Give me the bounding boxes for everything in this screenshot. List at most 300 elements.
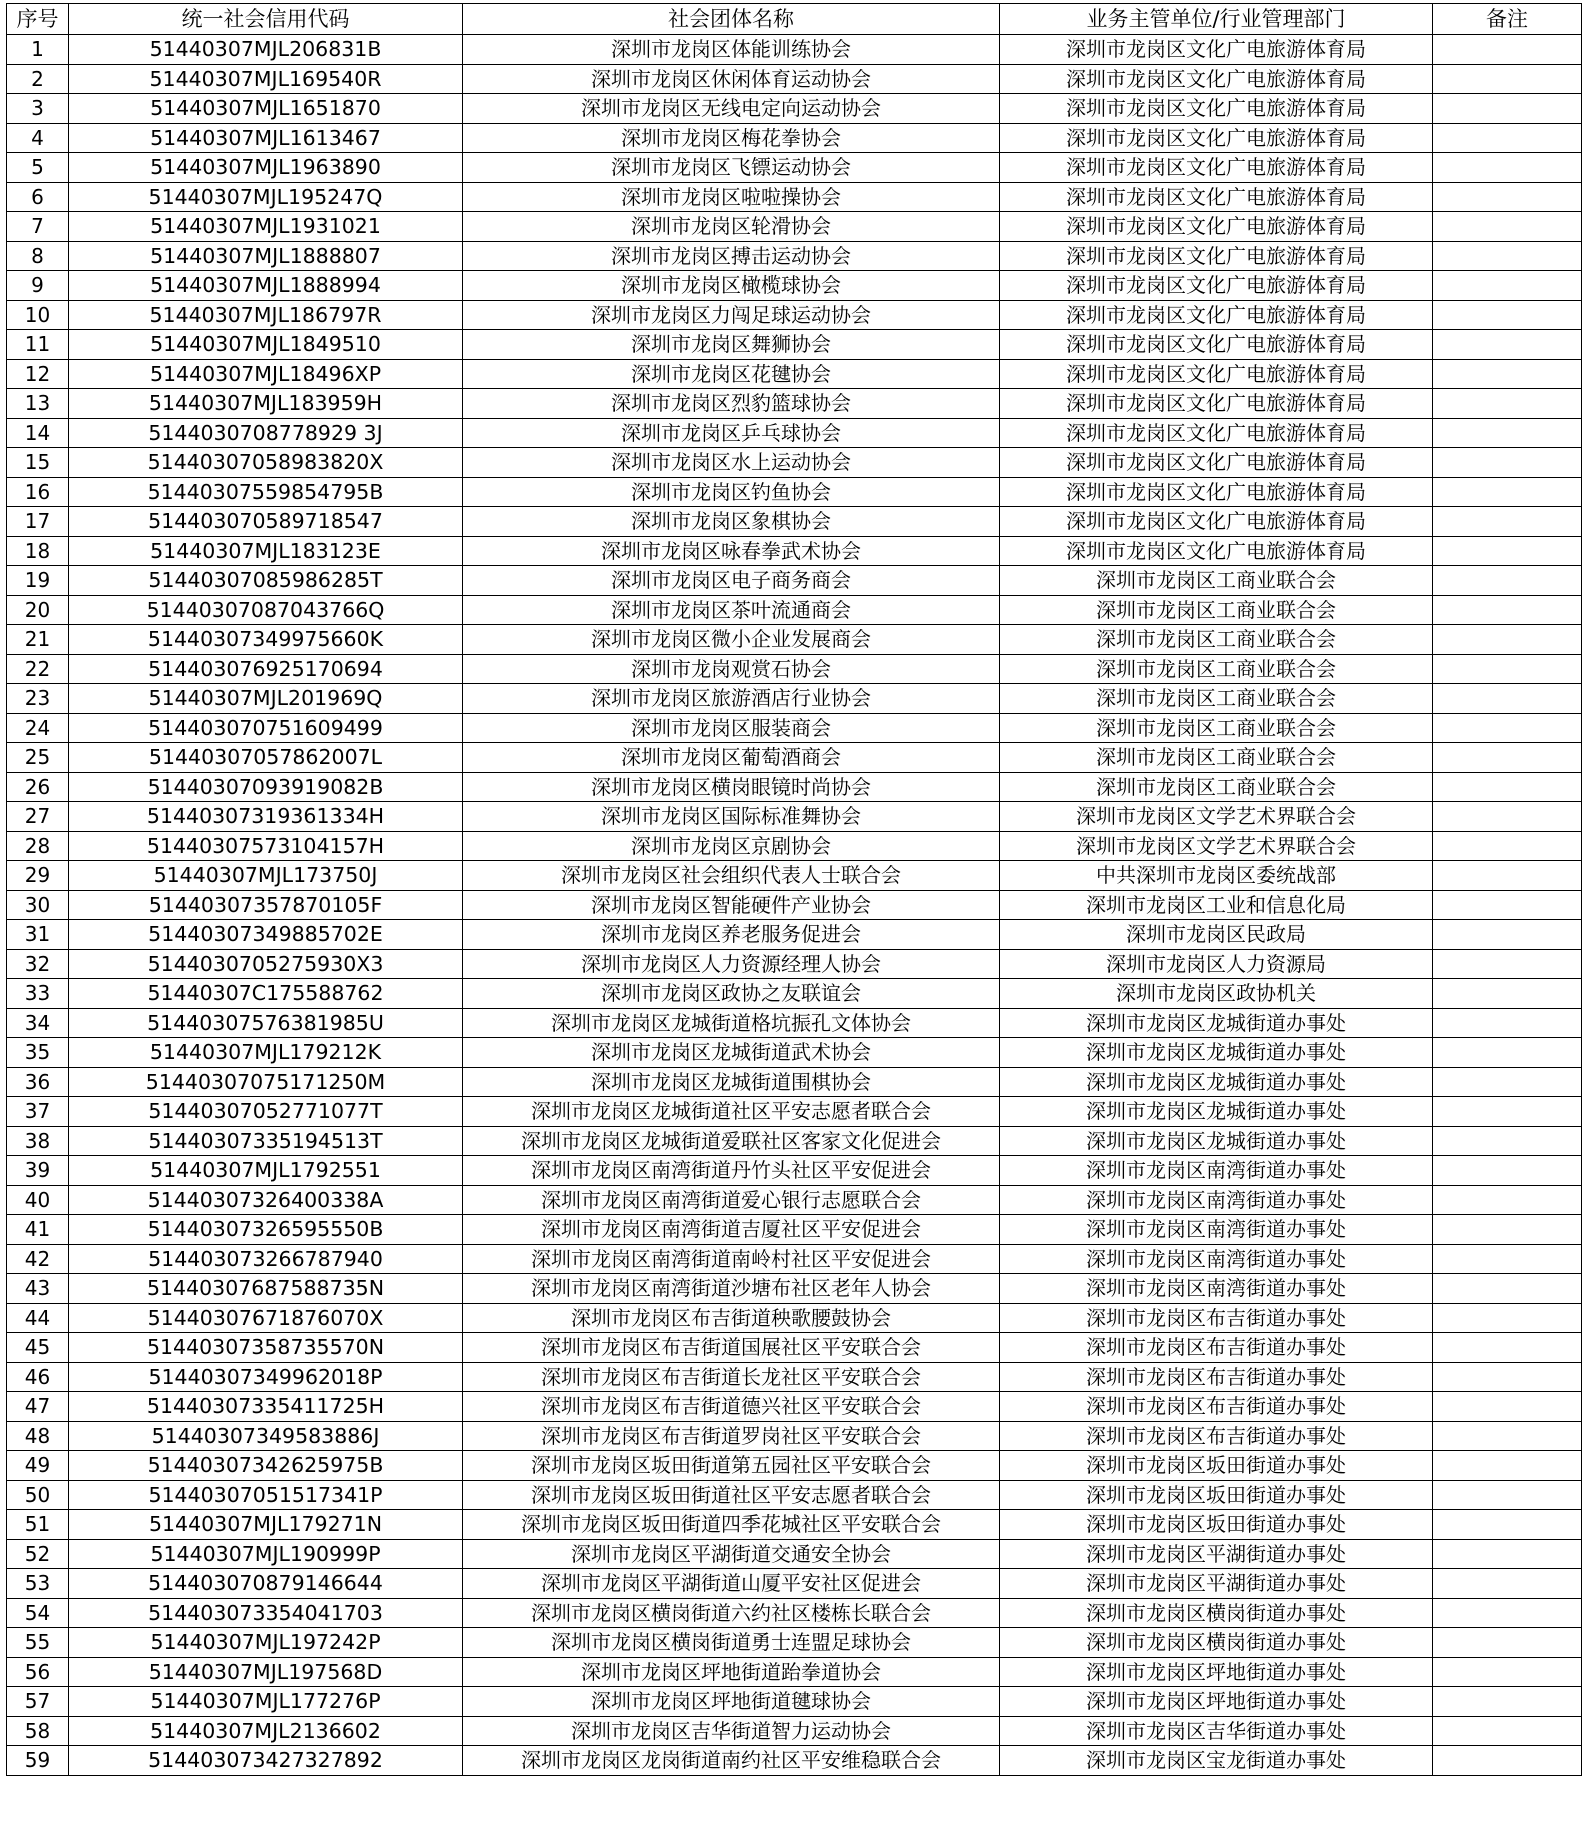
cell-remarks [1433, 713, 1582, 743]
cell-organization-name: 深圳市龙岗区葡萄酒商会 [463, 743, 1000, 773]
cell-organization-name: 深圳市龙岗区休闲体育运动协会 [463, 64, 1000, 94]
cell-supervising-department: 深圳市龙岗区文化广电旅游体育局 [1000, 418, 1433, 448]
cell-serial-number: 38 [7, 1126, 69, 1156]
cell-remarks [1433, 1362, 1582, 1392]
cell-credit-code: 51440307MJL177276P [69, 1687, 463, 1717]
cell-credit-code: 51440307MJL18496XP [69, 359, 463, 389]
table-row [7, 1539, 1582, 1569]
table-row [7, 1716, 1582, 1746]
table-row [7, 684, 1582, 714]
table-header [7, 4, 1582, 35]
cell-credit-code: 51440307052771077T [69, 1097, 463, 1127]
cell-supervising-department: 深圳市龙岗区布吉街道办事处 [1000, 1303, 1433, 1333]
cell-remarks [1433, 389, 1582, 419]
cell-remarks [1433, 595, 1582, 625]
cell-remarks [1433, 271, 1582, 301]
table-row [7, 890, 1582, 920]
cell-supervising-department: 深圳市龙岗区工商业联合会 [1000, 625, 1433, 655]
cell-remarks [1433, 1244, 1582, 1274]
table-row [7, 1746, 1582, 1776]
cell-supervising-department: 深圳市龙岗区坂田街道办事处 [1000, 1510, 1433, 1540]
cell-organization-name: 深圳市龙岗区龙城街道社区平安志愿者联合会 [463, 1097, 1000, 1127]
cell-organization-name: 深圳市龙岗区服装商会 [463, 713, 1000, 743]
cell-organization-name: 深圳市龙岗区坪地街道跆拳道协会 [463, 1657, 1000, 1687]
cell-supervising-department: 深圳市龙岗区文化广电旅游体育局 [1000, 123, 1433, 153]
cell-organization-name: 深圳市龙岗区人力资源经理人协会 [463, 949, 1000, 979]
cell-organization-name: 深圳市龙岗区乒乓球协会 [463, 418, 1000, 448]
cell-organization-name: 深圳市龙岗区龙城街道围棋协会 [463, 1067, 1000, 1097]
cell-serial-number: 6 [7, 182, 69, 212]
cell-organization-name: 深圳市龙岗区轮滑协会 [463, 212, 1000, 242]
cell-remarks [1433, 123, 1582, 153]
cell-supervising-department: 深圳市龙岗区政协机关 [1000, 979, 1433, 1009]
cell-organization-name: 深圳市龙岗区南湾街道南岭村社区平安促进会 [463, 1244, 1000, 1274]
table-row [7, 1510, 1582, 1540]
cell-supervising-department: 深圳市龙岗区文化广电旅游体育局 [1000, 389, 1433, 419]
cell-organization-name: 深圳市龙岗区梅花拳协会 [463, 123, 1000, 153]
cell-credit-code: 51440307349583886J [69, 1421, 463, 1451]
cell-organization-name: 深圳市龙岗区龙城街道武术协会 [463, 1038, 1000, 1068]
cell-supervising-department: 深圳市龙岗区南湾街道办事处 [1000, 1185, 1433, 1215]
table-row [7, 1038, 1582, 1068]
cell-supervising-department: 深圳市龙岗区布吉街道办事处 [1000, 1362, 1433, 1392]
cell-credit-code: 51440307687588735N [69, 1274, 463, 1304]
cell-serial-number: 50 [7, 1480, 69, 1510]
cell-supervising-department: 深圳市龙岗区工商业联合会 [1000, 684, 1433, 714]
cell-organization-name: 深圳市龙岗区花毽协会 [463, 359, 1000, 389]
cell-serial-number: 1 [7, 35, 69, 65]
cell-remarks [1433, 1392, 1582, 1422]
cell-supervising-department: 深圳市龙岗区南湾街道办事处 [1000, 1215, 1433, 1245]
table-row [7, 1303, 1582, 1333]
cell-serial-number: 12 [7, 359, 69, 389]
cell-serial-number: 40 [7, 1185, 69, 1215]
table-row [7, 536, 1582, 566]
cell-credit-code: 51440307MJL179212K [69, 1038, 463, 1068]
cell-supervising-department: 深圳市龙岗区文化广电旅游体育局 [1000, 153, 1433, 183]
cell-supervising-department: 深圳市龙岗区工商业联合会 [1000, 566, 1433, 596]
table-row [7, 713, 1582, 743]
cell-organization-name: 深圳市龙岗区体能训练协会 [463, 35, 1000, 65]
cell-supervising-department: 深圳市龙岗区文化广电旅游体育局 [1000, 477, 1433, 507]
cell-credit-code: 51440307MJL1888994 [69, 271, 463, 301]
cell-organization-name: 深圳市龙岗区橄榄球协会 [463, 271, 1000, 301]
cell-supervising-department: 深圳市龙岗区吉华街道办事处 [1000, 1716, 1433, 1746]
cell-serial-number: 41 [7, 1215, 69, 1245]
cell-organization-name: 深圳市龙岗区横岗街道六约社区楼栋长联合会 [463, 1598, 1000, 1628]
cell-credit-code: 514403070589718547 [69, 507, 463, 537]
cell-serial-number: 14 [7, 418, 69, 448]
cell-serial-number: 10 [7, 300, 69, 330]
table-row [7, 1569, 1582, 1599]
cell-serial-number: 2 [7, 64, 69, 94]
cell-remarks [1433, 1126, 1582, 1156]
cell-supervising-department: 深圳市龙岗区文化广电旅游体育局 [1000, 241, 1433, 271]
cell-organization-name: 深圳市龙岗区龙城街道爱联社区客家文化促进会 [463, 1126, 1000, 1156]
cell-serial-number: 42 [7, 1244, 69, 1274]
table-row [7, 566, 1582, 596]
cell-serial-number: 56 [7, 1657, 69, 1687]
cell-organization-name: 深圳市龙岗区龙城街道格坑振孔文体协会 [463, 1008, 1000, 1038]
cell-organization-name: 深圳市龙岗区吉华街道智力运动协会 [463, 1716, 1000, 1746]
table-row [7, 330, 1582, 360]
cell-serial-number: 47 [7, 1392, 69, 1422]
cell-supervising-department: 深圳市龙岗区龙城街道办事处 [1000, 1097, 1433, 1127]
cell-serial-number: 55 [7, 1628, 69, 1658]
cell-credit-code: 514403070879146644 [69, 1569, 463, 1599]
cell-supervising-department: 深圳市龙岗区布吉街道办事处 [1000, 1421, 1433, 1451]
cell-remarks [1433, 1716, 1582, 1746]
cell-supervising-department: 深圳市龙岗区布吉街道办事处 [1000, 1333, 1433, 1363]
table-row [7, 507, 1582, 537]
cell-supervising-department: 深圳市龙岗区文化广电旅游体育局 [1000, 271, 1433, 301]
cell-remarks [1433, 182, 1582, 212]
cell-supervising-department: 深圳市龙岗区工商业联合会 [1000, 743, 1433, 773]
table-row [7, 625, 1582, 655]
cell-organization-name: 深圳市龙岗区电子商务商会 [463, 566, 1000, 596]
cell-serial-number: 3 [7, 94, 69, 124]
cell-credit-code: 51440307MJL190999P [69, 1539, 463, 1569]
cell-organization-name: 深圳市龙岗区茶叶流通商会 [463, 595, 1000, 625]
cell-organization-name: 深圳市龙岗区京剧协会 [463, 831, 1000, 861]
cell-remarks [1433, 920, 1582, 950]
cell-organization-name: 深圳市龙岗区坪地街道毽球协会 [463, 1687, 1000, 1717]
cell-organization-name: 深圳市龙岗区旅游酒店行业协会 [463, 684, 1000, 714]
cell-serial-number: 29 [7, 861, 69, 891]
cell-organization-name: 深圳市龙岗区南湾街道爱心银行志愿联合会 [463, 1185, 1000, 1215]
cell-credit-code: 51440307MJL1963890 [69, 153, 463, 183]
cell-serial-number: 32 [7, 949, 69, 979]
cell-supervising-department: 深圳市龙岗区平湖街道办事处 [1000, 1539, 1433, 1569]
table-row [7, 595, 1582, 625]
cell-organization-name: 深圳市龙岗区社会组织代表人士联合会 [463, 861, 1000, 891]
cell-serial-number: 31 [7, 920, 69, 950]
header-credit-code: 统一社会信用代码 [69, 4, 463, 35]
cell-credit-code: 51440307MJL1792551 [69, 1156, 463, 1186]
cell-credit-code: 51440307MJL1613467 [69, 123, 463, 153]
cell-serial-number: 17 [7, 507, 69, 537]
table-row [7, 920, 1582, 950]
cell-remarks [1433, 1569, 1582, 1599]
cell-supervising-department: 深圳市龙岗区人力资源局 [1000, 949, 1433, 979]
cell-remarks [1433, 1008, 1582, 1038]
cell-supervising-department: 深圳市龙岗区布吉街道办事处 [1000, 1392, 1433, 1422]
cell-supervising-department: 深圳市龙岗区横岗街道办事处 [1000, 1628, 1433, 1658]
cell-serial-number: 46 [7, 1362, 69, 1392]
cell-organization-name: 深圳市龙岗区国际标准舞协会 [463, 802, 1000, 832]
cell-supervising-department: 深圳市龙岗区南湾街道办事处 [1000, 1274, 1433, 1304]
cell-remarks [1433, 802, 1582, 832]
cell-remarks [1433, 153, 1582, 183]
cell-supervising-department: 深圳市龙岗区文化广电旅游体育局 [1000, 212, 1433, 242]
cell-organization-name: 深圳市龙岗区养老服务促进会 [463, 920, 1000, 950]
cell-remarks [1433, 359, 1582, 389]
cell-organization-name: 深圳市龙岗观赏石协会 [463, 654, 1000, 684]
cell-serial-number: 43 [7, 1274, 69, 1304]
table-row [7, 94, 1582, 124]
cell-serial-number: 26 [7, 772, 69, 802]
cell-serial-number: 22 [7, 654, 69, 684]
cell-supervising-department: 深圳市龙岗区文化广电旅游体育局 [1000, 35, 1433, 65]
table-row [7, 949, 1582, 979]
cell-remarks [1433, 1185, 1582, 1215]
cell-credit-code: 51440307349962018P [69, 1362, 463, 1392]
cell-organization-name: 深圳市龙岗区南湾街道沙塘布社区老年人协会 [463, 1274, 1000, 1304]
cell-remarks [1433, 772, 1582, 802]
social-organization-table [6, 3, 1582, 1776]
cell-supervising-department: 深圳市龙岗区文学艺术界联合会 [1000, 831, 1433, 861]
cell-remarks [1433, 1333, 1582, 1363]
cell-supervising-department: 深圳市龙岗区文化广电旅游体育局 [1000, 507, 1433, 537]
cell-serial-number: 5 [7, 153, 69, 183]
cell-credit-code: 51440307058983820X [69, 448, 463, 478]
cell-remarks [1433, 1156, 1582, 1186]
cell-credit-code: 51440307051517341P [69, 1480, 463, 1510]
table-row [7, 1333, 1582, 1363]
cell-credit-code: 514403070751609499 [69, 713, 463, 743]
header-organization-name: 社会团体名称 [463, 4, 1000, 35]
cell-supervising-department: 深圳市龙岗区文化广电旅游体育局 [1000, 448, 1433, 478]
registry-sheet [6, 3, 1581, 1776]
cell-organization-name: 深圳市龙岗区飞镖运动协会 [463, 153, 1000, 183]
cell-credit-code: 51440307326595550B [69, 1215, 463, 1245]
table-row [7, 212, 1582, 242]
table-row [7, 1362, 1582, 1392]
cell-supervising-department: 深圳市龙岗区坂田街道办事处 [1000, 1480, 1433, 1510]
cell-organization-name: 深圳市龙岗区无线电定向运动协会 [463, 94, 1000, 124]
cell-supervising-department: 深圳市龙岗区横岗街道办事处 [1000, 1598, 1433, 1628]
cell-supervising-department: 深圳市龙岗区平湖街道办事处 [1000, 1569, 1433, 1599]
cell-credit-code: 51440307335194513T [69, 1126, 463, 1156]
cell-credit-code: 51440307MJL173750J [69, 861, 463, 891]
cell-remarks [1433, 212, 1582, 242]
cell-credit-code: 51440307085986285T [69, 566, 463, 596]
table-row [7, 182, 1582, 212]
cell-serial-number: 30 [7, 890, 69, 920]
cell-supervising-department: 深圳市龙岗区龙城街道办事处 [1000, 1038, 1433, 1068]
cell-organization-name: 深圳市龙岗区咏春拳武术协会 [463, 536, 1000, 566]
cell-supervising-department: 深圳市龙岗区宝龙街道办事处 [1000, 1746, 1433, 1776]
cell-remarks [1433, 35, 1582, 65]
cell-organization-name: 深圳市龙岗区横岗眼镜时尚协会 [463, 772, 1000, 802]
table-row [7, 1598, 1582, 1628]
cell-remarks [1433, 64, 1582, 94]
cell-organization-name: 深圳市龙岗区南湾街道吉厦社区平安促进会 [463, 1215, 1000, 1245]
cell-organization-name: 深圳市龙岗区搏击运动协会 [463, 241, 1000, 271]
table-row [7, 153, 1582, 183]
cell-serial-number: 23 [7, 684, 69, 714]
cell-remarks [1433, 890, 1582, 920]
cell-credit-code: 514403073266787940 [69, 1244, 463, 1274]
cell-serial-number: 19 [7, 566, 69, 596]
cell-credit-code: 51440307087043766Q [69, 595, 463, 625]
cell-serial-number: 37 [7, 1097, 69, 1127]
cell-serial-number: 11 [7, 330, 69, 360]
cell-organization-name: 深圳市龙岗区象棋协会 [463, 507, 1000, 537]
cell-serial-number: 35 [7, 1038, 69, 1068]
cell-credit-code: 51440307349975660K [69, 625, 463, 655]
cell-serial-number: 28 [7, 831, 69, 861]
cell-supervising-department: 深圳市龙岗区文化广电旅游体育局 [1000, 359, 1433, 389]
cell-remarks [1433, 654, 1582, 684]
cell-remarks [1433, 1215, 1582, 1245]
cell-supervising-department: 深圳市龙岗区工商业联合会 [1000, 772, 1433, 802]
cell-remarks [1433, 1598, 1582, 1628]
cell-serial-number: 20 [7, 595, 69, 625]
cell-credit-code: 51440307MJL179271N [69, 1510, 463, 1540]
cell-serial-number: 13 [7, 389, 69, 419]
cell-organization-name: 深圳市龙岗区横岗街道勇士连盟足球协会 [463, 1628, 1000, 1658]
cell-serial-number: 44 [7, 1303, 69, 1333]
cell-remarks [1433, 1038, 1582, 1068]
cell-remarks [1433, 1451, 1582, 1481]
table-row [7, 1451, 1582, 1481]
cell-supervising-department: 深圳市龙岗区坪地街道办事处 [1000, 1657, 1433, 1687]
cell-serial-number: 54 [7, 1598, 69, 1628]
table-row [7, 1392, 1582, 1422]
cell-remarks [1433, 861, 1582, 891]
cell-credit-code: 51440307326400338A [69, 1185, 463, 1215]
cell-supervising-department: 深圳市龙岗区文学艺术界联合会 [1000, 802, 1433, 832]
cell-serial-number: 51 [7, 1510, 69, 1540]
cell-credit-code: 514403073354041703 [69, 1598, 463, 1628]
cell-organization-name: 深圳市龙岗区水上运动协会 [463, 448, 1000, 478]
cell-supervising-department: 深圳市龙岗区民政局 [1000, 920, 1433, 950]
table-row [7, 1156, 1582, 1186]
table-row [7, 64, 1582, 94]
cell-organization-name: 深圳市龙岗区布吉街道罗岗社区平安联合会 [463, 1421, 1000, 1451]
cell-organization-name: 深圳市龙岗区布吉街道秧歌腰鼓协会 [463, 1303, 1000, 1333]
cell-serial-number: 21 [7, 625, 69, 655]
cell-remarks [1433, 831, 1582, 861]
cell-remarks [1433, 743, 1582, 773]
cell-remarks [1433, 1687, 1582, 1717]
cell-credit-code: 514403073427327892 [69, 1746, 463, 1776]
cell-serial-number: 9 [7, 271, 69, 301]
cell-organization-name: 深圳市龙岗区啦啦操协会 [463, 182, 1000, 212]
table-row [7, 271, 1582, 301]
cell-supervising-department: 深圳市龙岗区工商业联合会 [1000, 713, 1433, 743]
cell-remarks [1433, 1274, 1582, 1304]
cell-supervising-department: 深圳市龙岗区文化广电旅游体育局 [1000, 536, 1433, 566]
cell-organization-name: 深圳市龙岗区坂田街道第五园社区平安联合会 [463, 1451, 1000, 1481]
cell-serial-number: 58 [7, 1716, 69, 1746]
cell-remarks [1433, 1421, 1582, 1451]
cell-organization-name: 深圳市龙岗区布吉街道国展社区平安联合会 [463, 1333, 1000, 1363]
cell-remarks [1433, 1303, 1582, 1333]
cell-credit-code: 51440307349885702E [69, 920, 463, 950]
cell-supervising-department: 深圳市龙岗区南湾街道办事处 [1000, 1156, 1433, 1186]
cell-credit-code: 51440307093919082B [69, 772, 463, 802]
table-row [7, 1097, 1582, 1127]
cell-organization-name: 深圳市龙岗区布吉街道长龙社区平安联合会 [463, 1362, 1000, 1392]
cell-supervising-department: 深圳市龙岗区文化广电旅游体育局 [1000, 330, 1433, 360]
cell-remarks [1433, 949, 1582, 979]
table-row [7, 1185, 1582, 1215]
cell-serial-number: 33 [7, 979, 69, 1009]
cell-supervising-department: 深圳市龙岗区工商业联合会 [1000, 654, 1433, 684]
cell-credit-code: 51440307MJL206831B [69, 35, 463, 65]
cell-serial-number: 18 [7, 536, 69, 566]
table-row [7, 1480, 1582, 1510]
cell-serial-number: 24 [7, 713, 69, 743]
header-row [7, 4, 1582, 35]
cell-organization-name: 深圳市龙岗区钓鱼协会 [463, 477, 1000, 507]
cell-remarks [1433, 1657, 1582, 1687]
cell-organization-name: 深圳市龙岗区力闯足球运动协会 [463, 300, 1000, 330]
table-row [7, 418, 1582, 448]
table-row [7, 654, 1582, 684]
cell-serial-number: 48 [7, 1421, 69, 1451]
table-row [7, 1126, 1582, 1156]
cell-credit-code: 51440307075171250M [69, 1067, 463, 1097]
cell-credit-code: 51440307559854795B [69, 477, 463, 507]
cell-credit-code: 51440307671876070X [69, 1303, 463, 1333]
cell-remarks [1433, 94, 1582, 124]
cell-serial-number: 45 [7, 1333, 69, 1363]
table-row [7, 1244, 1582, 1274]
cell-remarks [1433, 1628, 1582, 1658]
cell-remarks [1433, 241, 1582, 271]
cell-credit-code: 514403076925170694 [69, 654, 463, 684]
cell-organization-name: 深圳市龙岗区政协之友联谊会 [463, 979, 1000, 1009]
cell-credit-code: 51440307C175588762 [69, 979, 463, 1009]
table-row [7, 300, 1582, 330]
table-row [7, 241, 1582, 271]
cell-credit-code: 51440307MJL1931021 [69, 212, 463, 242]
cell-remarks [1433, 625, 1582, 655]
cell-serial-number: 25 [7, 743, 69, 773]
cell-serial-number: 8 [7, 241, 69, 271]
cell-organization-name: 深圳市龙岗区舞狮协会 [463, 330, 1000, 360]
header-remarks: 备注 [1433, 4, 1582, 35]
cell-credit-code: 51440307MJL183959H [69, 389, 463, 419]
cell-supervising-department: 深圳市龙岗区坪地街道办事处 [1000, 1687, 1433, 1717]
cell-credit-code: 51440307357870105F [69, 890, 463, 920]
cell-serial-number: 15 [7, 448, 69, 478]
cell-serial-number: 4 [7, 123, 69, 153]
cell-remarks [1433, 1480, 1582, 1510]
table-row [7, 35, 1582, 65]
table-row [7, 1274, 1582, 1304]
cell-credit-code: 51440307576381985U [69, 1008, 463, 1038]
table-row [7, 1008, 1582, 1038]
cell-credit-code: 5144030708778929 3J [69, 418, 463, 448]
cell-supervising-department: 深圳市龙岗区龙城街道办事处 [1000, 1126, 1433, 1156]
table-row [7, 1215, 1582, 1245]
cell-supervising-department: 深圳市龙岗区文化广电旅游体育局 [1000, 64, 1433, 94]
cell-supervising-department: 深圳市龙岗区工商业联合会 [1000, 595, 1433, 625]
cell-serial-number: 27 [7, 802, 69, 832]
cell-credit-code: 51440307MJL195247Q [69, 182, 463, 212]
cell-remarks [1433, 300, 1582, 330]
cell-remarks [1433, 684, 1582, 714]
table-row [7, 1628, 1582, 1658]
table-row [7, 743, 1582, 773]
cell-credit-code: 51440307MJL197242P [69, 1628, 463, 1658]
cell-organization-name: 深圳市龙岗区烈豹篮球协会 [463, 389, 1000, 419]
cell-organization-name: 深圳市龙岗区微小企业发展商会 [463, 625, 1000, 655]
cell-serial-number: 49 [7, 1451, 69, 1481]
table-row [7, 831, 1582, 861]
table-row [7, 389, 1582, 419]
cell-serial-number: 7 [7, 212, 69, 242]
header-serial-number: 序号 [7, 4, 69, 35]
cell-credit-code: 51440307MJL169540R [69, 64, 463, 94]
cell-remarks [1433, 1510, 1582, 1540]
cell-remarks [1433, 418, 1582, 448]
cell-supervising-department: 深圳市龙岗区文化广电旅游体育局 [1000, 182, 1433, 212]
